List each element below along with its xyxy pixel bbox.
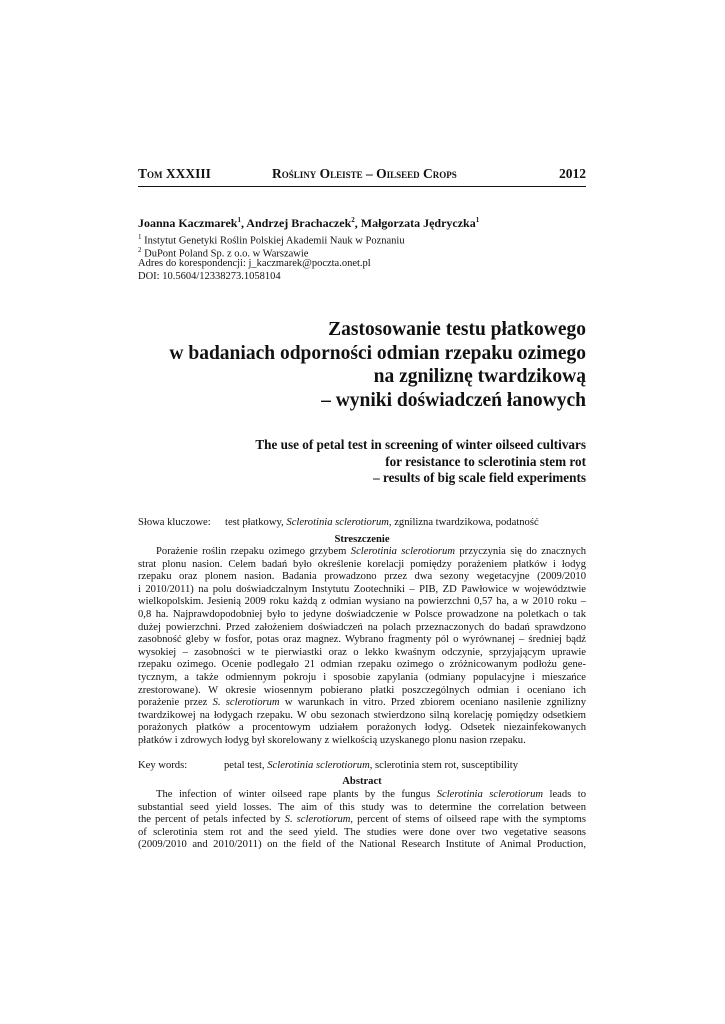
text-line	[138, 571, 586, 584]
doi: DOI: 10.5604/12338273.1058104	[138, 271, 281, 282]
text-run: of sclerotinia stem rot and the seed yield. The studies were done over two vegetative seasons	[138, 826, 586, 838]
text-run: substantial seed yield losses. The aim of this study was to determine the correlation between	[138, 801, 586, 813]
journal-volume: Tom XXXIII	[138, 166, 211, 181]
keywords-text: , sclerotinia stem rot, susceptibility	[369, 760, 519, 771]
title-line: w badaniach odporności odmian rzepaku ozimego	[169, 342, 586, 364]
text-run: wielkopolskim. Jesienią 2009 roku każdą z odmian wysiano na powierzchni 0,57 ha, a w 2010 roku –	[138, 596, 586, 608]
text-run: zrestorowane). W okresie wiosennym pobierano płatki poszczególnych odmian i oceniano ich	[138, 684, 586, 696]
text-run: przyczynia się do znacznych	[455, 546, 587, 557]
correspondence-address: Adres do korespondencji: j_kaczmarek@poczta.onet.pl	[138, 258, 371, 269]
text-line	[138, 634, 586, 647]
author-name: Joanna Kaczmarek	[138, 216, 238, 230]
text-run: 0,8 ha. Najprawdopodobniej było to jedyne doświadczenie w Polsce prowadzone na poletkach o tak	[138, 608, 586, 620]
text-line	[138, 710, 586, 723]
abstract-heading: Abstract	[342, 776, 382, 787]
affiliation-mark: 1	[138, 233, 142, 241]
journal-year: 2012	[559, 166, 586, 181]
title-line: na zgniliznę twardzikową	[373, 366, 586, 387]
affiliation-mark: 2	[138, 246, 142, 254]
journal-title: Rośliny Oleiste – Oilseed Crops	[272, 166, 457, 181]
running-header	[138, 166, 586, 184]
keywords-species: Sclerotinia sclerotiorum	[267, 760, 370, 771]
keywords-label: Key words:	[138, 760, 188, 771]
italic-species-name: S. sclerotiorum	[284, 814, 351, 826]
text-run: strat plonu nasion. Celem badań było określenie korelacji pomiędzy porażeniem płatków i łodyg	[138, 558, 586, 570]
keywords-text: , zgnilizna twardzikowa, podatność	[388, 517, 539, 528]
text-run: Porażenie roślin rzepaku ozimego grzybem	[156, 546, 351, 557]
title-line: Zastosowanie testu płatkowego	[328, 319, 586, 340]
text-line	[138, 647, 586, 660]
text-line	[138, 672, 586, 685]
keywords-value	[225, 517, 539, 528]
title-polish	[116, 318, 586, 412]
streszczenie-heading: Streszczenie	[334, 534, 390, 545]
title-line: The use of petal test in screening of winter oilseed cultivars	[255, 437, 586, 452]
keywords-value	[224, 760, 518, 771]
keywords-label: Słowa kluczowe:	[138, 517, 211, 528]
text-line	[138, 685, 586, 698]
italic-species-name: Sclerotinia sclerotiorum	[436, 789, 544, 800]
text-run: zasobność gleby w fosfor, potas oraz magnez. Wybrano fragmenty pól o wyrównanej – średniej bądź	[138, 634, 586, 646]
affiliation-text: Instytut Genetyki Roślin Polskiej Akademii Nauk w Poznaniu	[141, 235, 405, 247]
text-line	[138, 789, 586, 802]
text-run: wysokiej – zasobności w te pierwiastki oraz o lekko kwaśnym odczynie, sprzyjającym uprawie	[138, 646, 586, 658]
text-line	[138, 814, 586, 827]
text-line	[138, 722, 586, 735]
header-rule	[138, 186, 586, 187]
author-list	[138, 216, 479, 231]
text-run: płatków i zdrowych łodyg był skorelowany z wielkością uzyskanego plonu nasion rzepaku.	[138, 734, 526, 746]
keywords-english	[138, 760, 519, 771]
text-run: i 2010/2011) na polu doświadczalnym Instytutu Zootechniki – PIB, ZD Pawłowice w województwie	[138, 583, 586, 595]
author-affiliation-mark: 1	[237, 216, 241, 224]
text-run: porażonych płatków a procentowym udziałem porażonych łodyg. Odsetek niezainfekowanych	[138, 722, 586, 734]
abstract-body	[138, 789, 586, 852]
text-line	[138, 559, 586, 572]
text-run: leads to	[543, 789, 586, 800]
text-line	[138, 827, 586, 840]
affiliation-text: DuPont Poland Sp. z o.o. w Warszawie	[141, 248, 309, 260]
italic-species-name: Sclerotinia sclerotiorum	[350, 546, 456, 557]
text-run: (2009/2010 and 2010/2011) on the field of the National Research Institute of Animal Production,	[138, 839, 586, 851]
author-name: , Małgorzata Jędryczka	[354, 216, 476, 230]
author-name: , Andrzej Brachaczek	[240, 216, 352, 230]
text-line	[138, 622, 586, 635]
title-english	[116, 437, 586, 487]
keywords-species: Sclerotinia sclerotiorum	[286, 517, 389, 528]
title-line: – wyniki doświadczeń łanowych	[321, 389, 586, 411]
streszczenie-body	[138, 546, 586, 748]
author-affiliation-mark: 2	[351, 216, 355, 224]
text-line	[138, 596, 586, 609]
text-line	[138, 659, 586, 672]
text-run: , percent of stems of oilseed rape with the symptoms	[350, 814, 587, 826]
author-affiliation-mark: 1	[475, 216, 480, 224]
italic-species-name: S. sclerotiorum	[212, 697, 280, 709]
title-line: for resistance to sclerotinia stem rot	[385, 453, 586, 469]
text-run: the percent of petals infected by	[138, 814, 285, 826]
title-line: – results of big scale field experiments	[373, 470, 586, 485]
text-line	[138, 802, 586, 815]
keywords-text: petal test,	[224, 760, 268, 771]
keywords-polish	[138, 517, 539, 528]
text-line	[138, 697, 586, 710]
text-line	[138, 735, 586, 748]
text-run: w warunkach in vitro. Przed zbiorem oceniano nasilenie zgnilizny	[279, 697, 586, 709]
text-line	[138, 839, 586, 852]
text-line	[138, 584, 586, 597]
keywords-text: test płatkowy,	[225, 517, 287, 528]
text-line	[138, 546, 586, 559]
text-run: rzepaku oraz plonem nasion. Badania prowadzono przez dwa sezony wegetacyjne (2009/2010	[138, 571, 586, 583]
text-run: twardzikowej na łodygach rzepaku. W obu sezonach stwierdzono silną korelację pomiędzy odsetkiem	[138, 709, 586, 721]
text-run: tycznym, a także odmiennym pokroju i sposobie zapylania (odmiany populacyjne i mieszańce	[138, 671, 586, 683]
text-run: rzepaku ozimego. Ocenie podlegało 21 odmian rzepaku ozimego o zróżnicowanym podłożu gene-	[138, 659, 586, 671]
text-run: dużej powierzchni. Przed założeniem doświadczeń na polach przeznaczonych do badań sprawdzono	[138, 621, 586, 633]
text-line	[138, 609, 586, 622]
text-run: porażenie przez	[138, 697, 213, 709]
text-run: The infection of winter oilseed rape plants by the fungus	[156, 789, 437, 800]
